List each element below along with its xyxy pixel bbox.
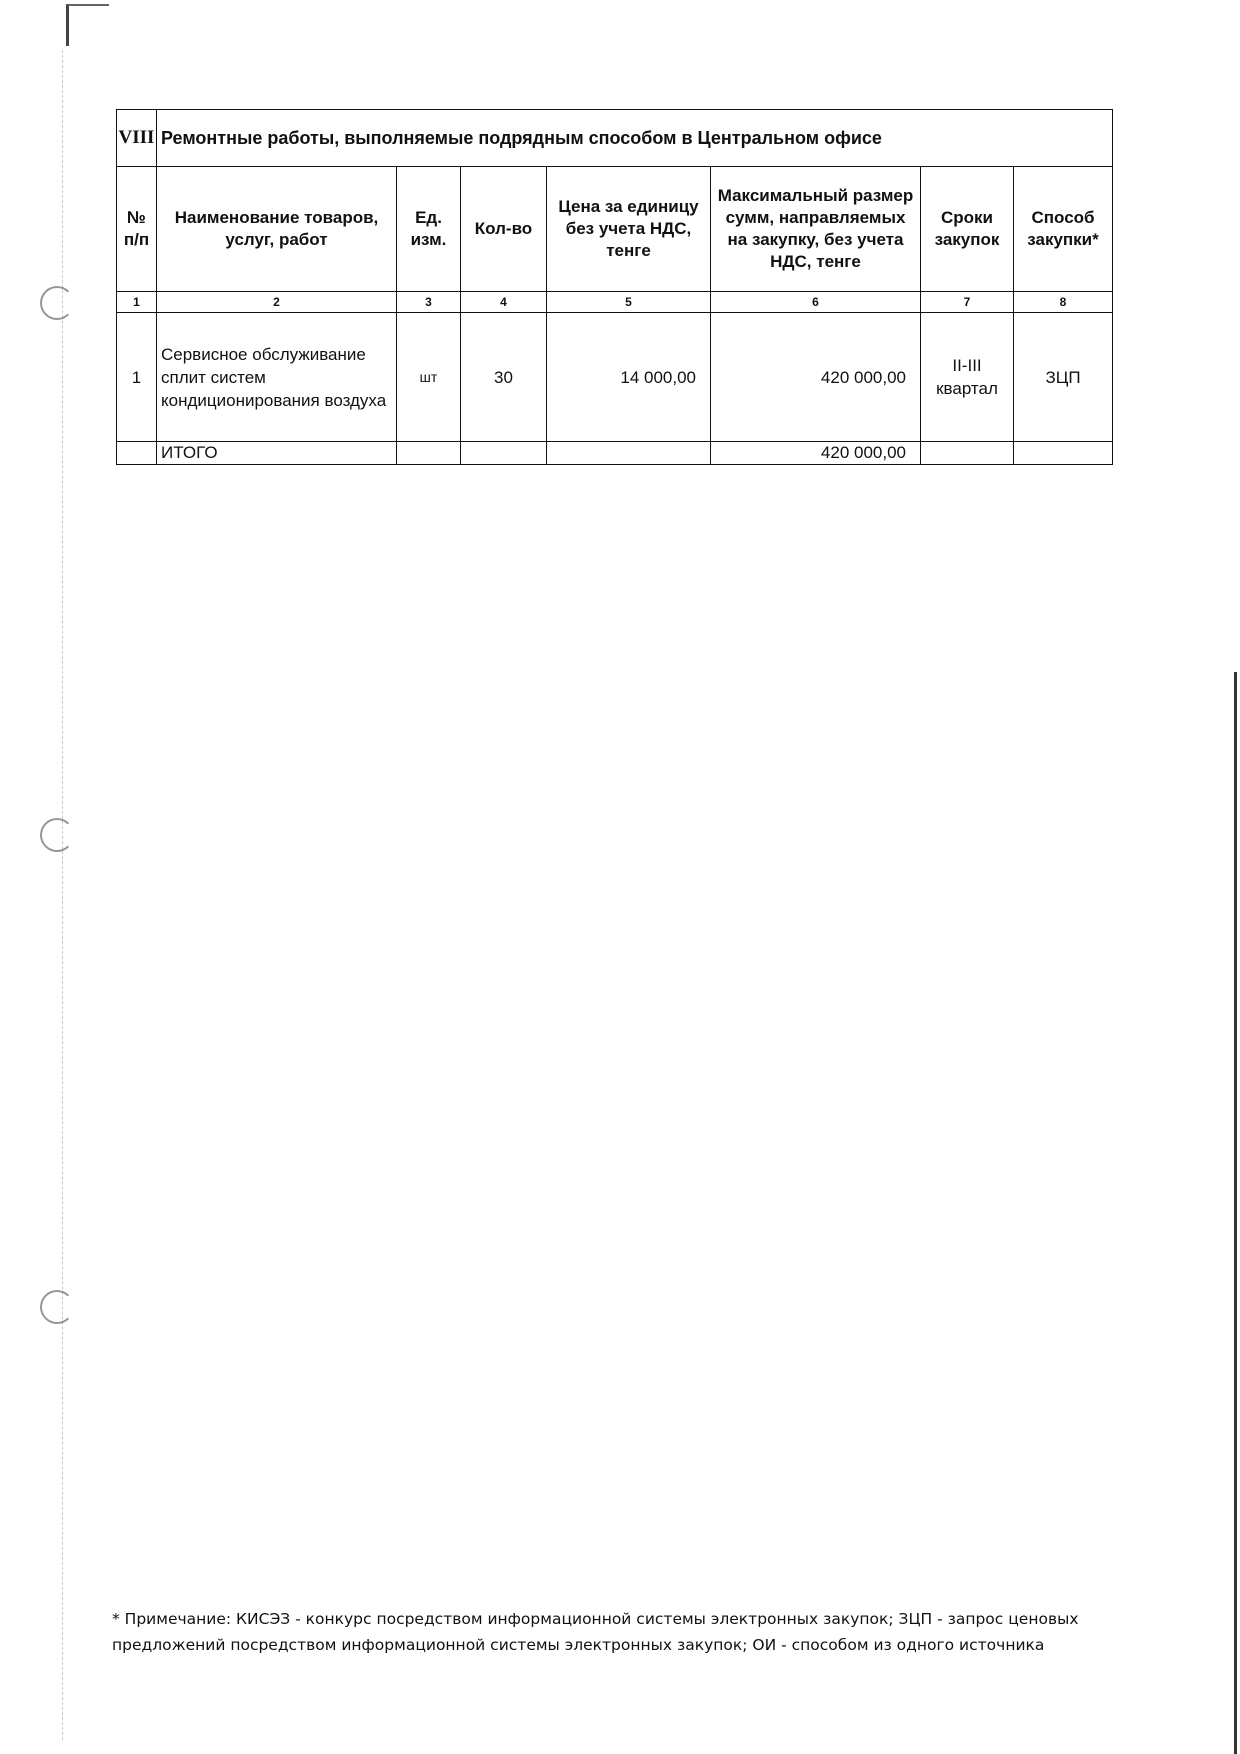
column-number: 6 (711, 292, 921, 313)
scan-right-edge (1234, 672, 1237, 1754)
procurement-table (116, 109, 1113, 465)
header-period: Сроки закупок (921, 167, 1014, 292)
header-max-sum: Максимальный размер сумм, направляемых на закупку, без учета НДС, тенге (711, 167, 921, 292)
total-row (117, 442, 1113, 465)
total-empty-cell (117, 442, 157, 465)
header-no: № п/п (117, 167, 157, 292)
header-qty: Кол-во (461, 167, 547, 292)
header-unit: Ед. изм. (397, 167, 461, 292)
column-number: 5 (547, 292, 711, 313)
section-row (117, 110, 1113, 167)
column-number: 7 (921, 292, 1014, 313)
column-number: 8 (1014, 292, 1113, 313)
column-number: 2 (157, 292, 397, 313)
column-number: 4 (461, 292, 547, 313)
total-max-sum: 420 000,00 (711, 442, 921, 465)
column-number-row (117, 292, 1113, 313)
footnote: * Примечание: КИСЭЗ - конкурс посредством информационной системы электронных закупок; ЗЦП - запрос ценовых предложений посредством информационной системы электронных закупок; ОИ - способом из одного источника (112, 1610, 1079, 1654)
total-label: ИТОГО (157, 442, 397, 465)
section-title: Ремонтные работы, выполняемые подрядным способом в Центральном офисе (157, 110, 1113, 167)
scan-corner-mark (66, 4, 109, 46)
row-unit: шт (397, 313, 461, 442)
column-number: 1 (117, 292, 157, 313)
header-name: Наименование товаров, услуг, работ (157, 167, 397, 292)
row-period: II-III квартал (921, 313, 1014, 442)
punch-hole-mark (40, 1290, 74, 1324)
row-name: Сервисное обслуживание сплит систем кондиционирования воздуха (157, 313, 397, 442)
column-number: 3 (397, 292, 461, 313)
header-price: Цена за единицу без учета НДС, тенге (547, 167, 711, 292)
punch-hole-mark (40, 818, 74, 852)
row-price: 14 000,00 (547, 313, 711, 442)
total-empty-cell (461, 442, 547, 465)
total-empty-cell (921, 442, 1014, 465)
total-empty-cell (397, 442, 461, 465)
table-row (117, 313, 1113, 442)
row-max-sum: 420 000,00 (711, 313, 921, 442)
header-method: Способ закупки* (1014, 167, 1113, 292)
row-no: 1 (117, 313, 157, 442)
row-method: ЗЦП (1014, 313, 1113, 442)
punch-hole-mark (40, 286, 74, 320)
total-empty-cell (1014, 442, 1113, 465)
table-header-row (117, 167, 1113, 292)
section-code: VIII (117, 110, 157, 167)
row-qty: 30 (461, 313, 547, 442)
total-empty-cell (547, 442, 711, 465)
